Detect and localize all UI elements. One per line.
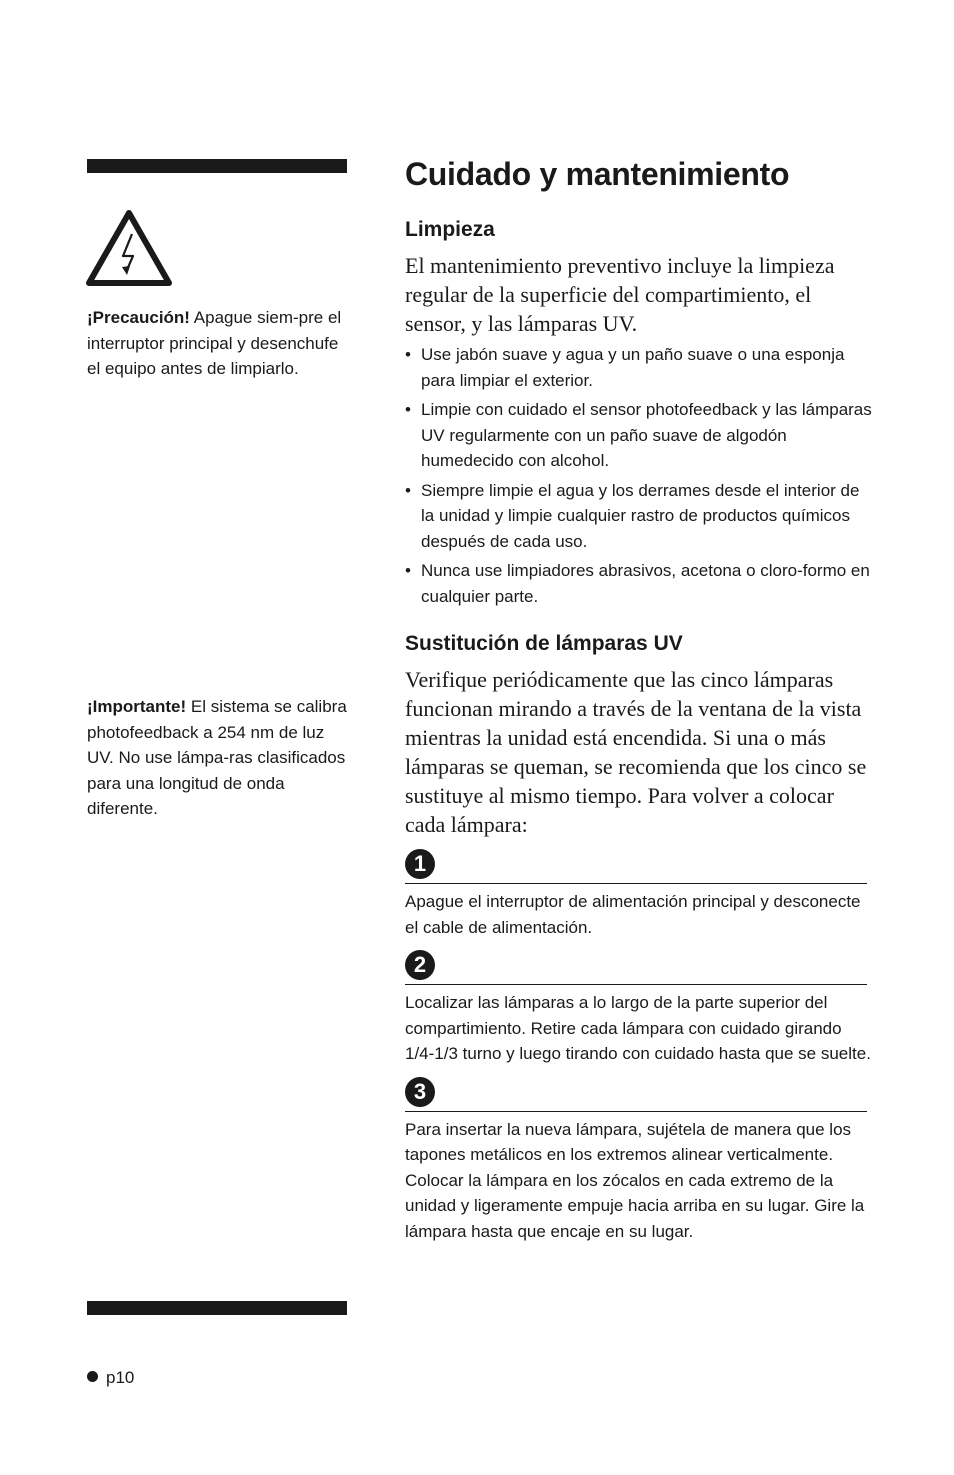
sidebar-top-rule [87, 159, 347, 173]
main-content [405, 150, 875, 1244]
important-text: El sistema se calibra photofeedback a 254 nm de luz UV. No use lámpa-ras clasificados para una longitud de onda diferente. [87, 697, 347, 818]
step-2 [405, 950, 875, 1067]
page-footer [87, 1366, 134, 1390]
caution-text: Apague siem-pre el interruptor principal y desenchufe el equipo antes de limpiarlo. [87, 308, 342, 378]
replacement-heading: Sustitución de lámparas UV [405, 632, 683, 655]
step-number-badge: 1 [405, 849, 435, 879]
caution-note [87, 305, 355, 382]
bullet-dot-icon [87, 1371, 98, 1382]
step-number-badge: 2 [405, 950, 435, 980]
cleaning-intro: El mantenimiento preventivo incluye la limpieza regular de la superficie del compartimiento, el sensor, y las lámparas UV. [405, 253, 835, 336]
step-1 [405, 849, 875, 940]
important-label: ¡Importante! [87, 697, 187, 716]
page-number: p10 [106, 1368, 135, 1387]
important-note [87, 694, 355, 822]
step-text: Para insertar la nueva lámpara, sujételа de manera que los tapones metálicos en los extremos alinear verticalmente. Colocar la lámpara en los zócalos en cada extremo de la unidad y ligeramente empuje hacia arriba en su lugar. Gire la lámpara hasta que encaje en su lugar. [405, 1119, 865, 1241]
step-divider [405, 883, 867, 884]
step-text: Localizar las lámparas a lo largo de la parte superior del compartimiento. Retire cada lámpara con cuidado girando 1/4-1/3 turno y luego tirando con cuidado hasta que se suelte. [405, 993, 871, 1063]
step-3 [405, 1077, 875, 1245]
caution-label: ¡Precaución! [87, 308, 190, 327]
step-divider [405, 1111, 867, 1112]
list-item: • Limpie con cuidado el sensor photofeedback y las lámparas UV regularmente con un paño suave de algodón humedecido con alcohol. [405, 397, 875, 474]
sidebar-bottom-rule [87, 1301, 347, 1315]
step-number-badge: 3 [405, 1077, 435, 1107]
page-title: Cuidado y mantenimiento [405, 156, 790, 192]
step-text: Apague el interruptor de alimentación principal y desconecte el cable de alimentación. [405, 892, 861, 937]
replacement-intro: Verifique periódicamente que las cinco lámparas funcionan mirando a través de la ventana de la vista mientras la unidad está encendida. Si una o más lámparas se queman, se recomienda que los cinco se sustituye al mismo tiempo. Para volver a colocar cada lámpara: [405, 667, 867, 837]
high-voltage-warning-icon [86, 210, 172, 286]
list-item: • Siempre limpie el agua y los derrames desde el interior de la unidad y limpie cualquier rastro de productos químicos después de cada uso. [405, 478, 875, 555]
step-divider [405, 984, 867, 985]
list-item: • Nunca use limpiadores abrasivos, acetona o cloro-formo en cualquier parte. [405, 558, 875, 609]
list-item: • Use jabón suave y agua y un paño suave o una esponja para limpiar el exterior. [405, 342, 875, 393]
cleaning-list [405, 342, 875, 609]
cleaning-heading: Limpieza [405, 218, 495, 241]
